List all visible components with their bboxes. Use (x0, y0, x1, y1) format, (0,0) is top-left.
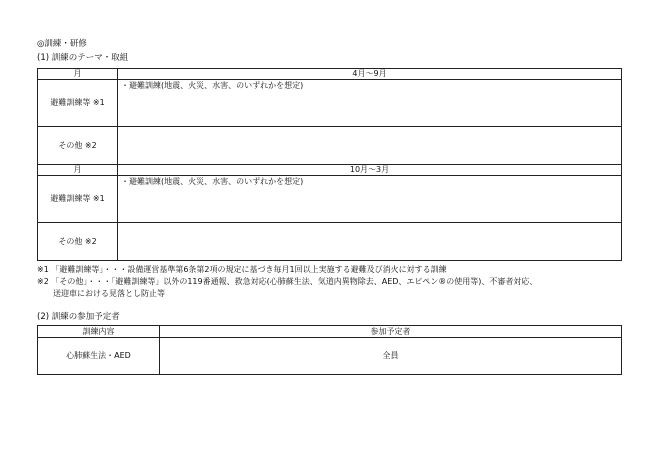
section2-title: (2) 訓練の参加予定者 (37, 312, 120, 322)
page-heading: ◎訓練・研修 (37, 39, 87, 49)
evacuation-content-cell[interactable] (118, 176, 622, 223)
evacuation-label: 避難訓練等 ※1 (38, 176, 118, 223)
month-label: 月 (38, 165, 118, 176)
other-content-cell[interactable] (118, 223, 622, 261)
evacuation-content-cell[interactable] (118, 80, 622, 127)
other-content (118, 127, 621, 129)
month-label: 月 (38, 69, 118, 80)
period1-header-row (38, 69, 622, 80)
note-1: ※1 「避難訓練等」・・・設備運営基準第6条第2項の規定に基づき毎月1回以上実施する避難及び消火に対する訓練 (37, 265, 447, 274)
other-content-cell[interactable] (118, 127, 622, 165)
note-2-line-2: 送迎車における見落とし防止等 (53, 289, 165, 298)
evacuation-content: ・避難訓練(地震、火災、水害、のいずれかを想定) (121, 177, 304, 186)
evacuation-content: ・避難訓練(地震、火災、水害、のいずれかを想定) (121, 81, 304, 90)
period1-label: 4月～9月 (118, 69, 622, 80)
other-label: その他 ※2 (38, 127, 118, 165)
note-2-line-1: ※2 「その他」・・・「避難訓練等」以外の119番通報、救急対応(心肺蘇生法、気道内異物除去、AED、エピペン®の使用等)、不審者対応、 (37, 277, 538, 286)
participants-header-row (38, 326, 622, 338)
participants-table (37, 325, 622, 375)
period2-label: 10月～3月 (118, 165, 622, 176)
participants-header: 参加予定者 (160, 326, 622, 338)
period1-other-row (38, 127, 622, 165)
period1-evacuation-row (38, 80, 622, 127)
period2-evacuation-row (38, 176, 622, 223)
section1-title: (1) 訓練のテーマ・取組 (37, 53, 129, 63)
training-themes-table (37, 68, 622, 261)
training-content-header: 訓練内容 (38, 326, 160, 338)
participants-cell[interactable]: 全員 (160, 338, 622, 375)
participants-row (38, 338, 622, 375)
other-content (118, 223, 621, 225)
evacuation-label: 避難訓練等 ※1 (38, 80, 118, 127)
other-label: その他 ※2 (38, 223, 118, 261)
period2-header-row (38, 165, 622, 176)
training-content-cell[interactable]: 心肺蘇生法・AED (38, 338, 160, 375)
period2-other-row (38, 223, 622, 261)
